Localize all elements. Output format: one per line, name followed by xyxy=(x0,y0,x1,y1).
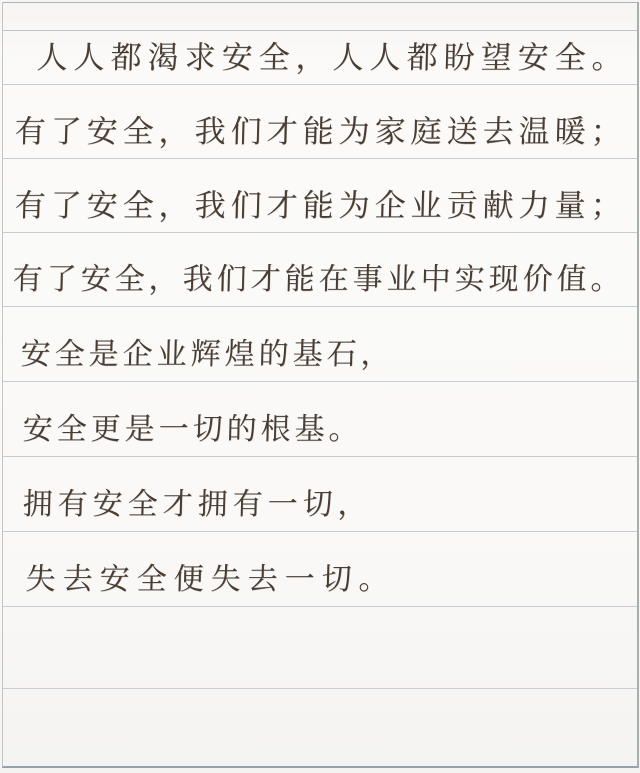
rule-line xyxy=(3,381,637,382)
page-border-top xyxy=(2,2,638,3)
page-border-left xyxy=(2,2,3,767)
handwriting-line-1: 人人都渴求安全，人人都盼望安全。 xyxy=(36,40,630,76)
rule-line xyxy=(3,688,637,689)
rule-line xyxy=(3,84,637,85)
handwriting-line-4: 有了安全，我们才能在事业中实现价值。 xyxy=(12,262,626,297)
page-border-bottom xyxy=(2,766,639,768)
rule-line xyxy=(3,606,637,607)
handwriting-line-3: 有了安全，我们才能为企业贡献力量； xyxy=(14,188,628,224)
handwriting-line-6: 安全更是一切的根基。 xyxy=(22,412,364,447)
handwriting-line-5: 安全是企业辉煌的基石， xyxy=(20,337,396,372)
rule-line xyxy=(3,306,637,307)
handwriting-line-2: 有了安全，我们才能为家庭送去温暖； xyxy=(14,114,628,150)
rule-line xyxy=(3,30,637,31)
page-border-right xyxy=(637,2,639,767)
rule-line xyxy=(3,531,637,532)
rule-line xyxy=(3,158,637,159)
rule-line xyxy=(3,232,637,233)
handwriting-line-8: 失去安全便失去一切。 xyxy=(25,562,397,597)
handwriting-line-7: 拥有安全才拥有一切， xyxy=(22,487,374,522)
rule-line xyxy=(3,456,637,457)
